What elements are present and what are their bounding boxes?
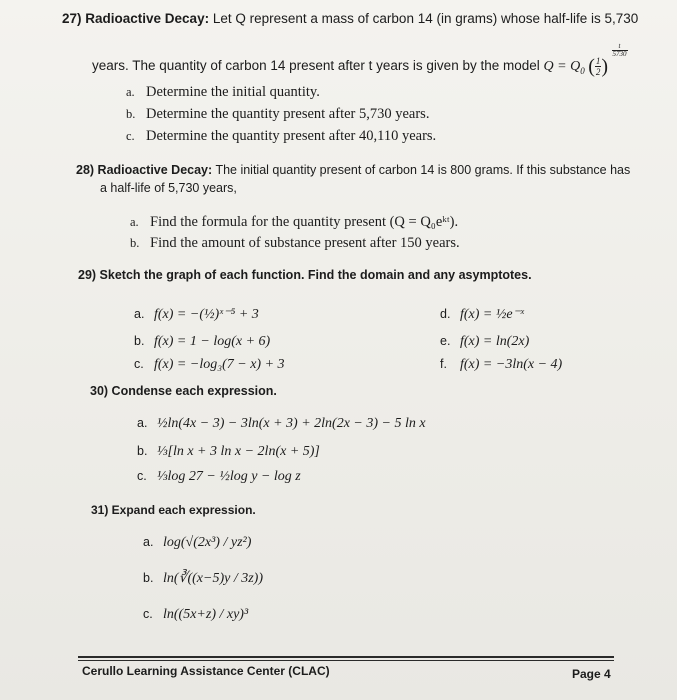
problem-27-text2: years. The quantity of carbon 14 present after t years is given by the model — [92, 58, 540, 73]
problem-28-item-a: a. Find the formula for the quantity present (Q = Q₀eᵏᵗ). — [130, 214, 459, 230]
problem-28-line2: a half-life of 5,730 years, — [100, 181, 237, 195]
problem-28-item-b: b. Find the amount of substance present after 150 years. — [130, 235, 460, 251]
footer-center-name: Cerullo Learning Assistance Center (CLAC) — [82, 664, 330, 678]
problem-31-item-a: a. log(√(2x³) / yz²) — [143, 535, 252, 550]
problem-29-item-f: f. f(x) = −3ln(x − 4) — [440, 357, 563, 372]
problem-30-item-a: a. ½ln(4x − 3) − 3ln(x + 3) + 2ln(2x − 3) − 5 ln x — [137, 416, 426, 431]
problem-27-model: $Q = Q_0$ ( $\frac{1}{2}$ ) $\frac{t}{5730}$ — [543, 42, 627, 78]
problem-31-item-c: c. ln((5x+z) / xy)³ — [143, 607, 249, 622]
problem-29-item-d: d. f(x) = ½e⁻ˣ — [440, 307, 524, 322]
footer-rule-thin — [78, 660, 614, 661]
footer-rule — [78, 656, 614, 658]
problem-27-title: 27) Radioactive Decay: — [62, 11, 210, 26]
problem-29-title: 29) Sketch the graph of each function. Find the domain and any asymptotes. — [78, 268, 532, 282]
problem-27-item-c: c. Determine the quantity present after 40,110 years. — [126, 128, 437, 144]
problem-29-item-b: b. f(x) = 1 − log(x + 6) — [134, 334, 271, 349]
problem-31-item-b: b. ln(∛((x−5)y / 3z)) — [143, 571, 263, 586]
problem-27-item-b: b. Determine the quantity present after 5,730 years. — [126, 106, 430, 122]
problem-27-item-a: a. Determine the initial quantity. — [126, 84, 320, 100]
problem-28-line1: 28) Radioactive Decay: The initial quantity present of carbon 14 is 800 grams. If this substance has — [76, 163, 631, 177]
problem-27-text1: Let Q represent a mass of carbon 14 (in grams) whose half-life is 5,730 — [212, 11, 639, 26]
problem-27-line2 — [92, 43, 628, 78]
problem-29-item-a: a. f(x) = −(½)ˣ⁻⁵ + 3 — [134, 307, 259, 322]
problem-27-line1 — [62, 11, 638, 26]
problem-30-item-c: c. ⅓log 27 − ½log y − log z — [137, 469, 301, 484]
footer-page-number: Page 4 — [572, 667, 611, 681]
problem-29-item-e: e. f(x) = ln(2x) — [440, 334, 530, 349]
problem-30-item-b: b. ⅓[ln x + 3 ln x − 2ln(x + 5)] — [137, 444, 320, 459]
problem-31-title: 31) Expand each expression. — [91, 503, 256, 517]
problem-30-title: 30) Condense each expression. — [90, 384, 277, 398]
problem-28-title: 28) Radioactive Decay: — [76, 163, 213, 177]
problem-29-item-c: c. f(x) = −log₃(7 − x) + 3 — [134, 357, 285, 372]
